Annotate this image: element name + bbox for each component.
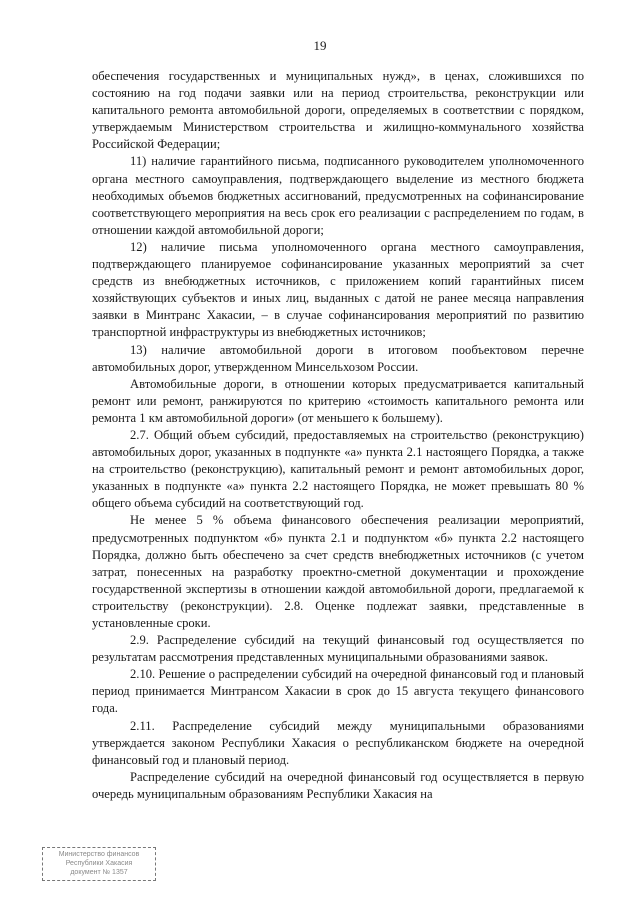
stamp-line: документ № 1357 [70, 869, 128, 876]
paragraph-item-11: 11) наличие гарантийного письма, подписанного руководителем уполномоченного органа местного самоуправления, подтверждающего выделение из местного бюджета необходимых объемов бюджетных ассигнований, предусмотренных на софинансирование соответствующего мероприятия на весь срок его реализации с распределением по годам, в отношении каждой автомобильной дороги; [92, 154, 584, 237]
document-body [92, 68, 584, 803]
paragraph-item-13: 13) наличие автомобильной дороги в итоговом пообъектовом перечне автомобильных дорог, утвержденном Минсельхозом России. [92, 342, 584, 374]
registration-stamp [42, 847, 156, 881]
paragraph-2-9: 2.9. Распределение субсидий на текущий финансовый год осуществляется по результатам рассмотрения представленных муниципальными образованиями заявок. [92, 633, 584, 665]
paragraph-item-12: 12) наличие письма уполномоченного органа местного самоуправления, подтверждающего планируемое софинансирование указанных мероприятий за счет средств из внебюджетных источников, с приложением копий гарантийных писем хозяйствующих субъектов и иных лиц, выданных с датой не ранее месяца направления заявки в Минтранс Хакасии, – в случае софинансирования мероприятий по развитию транспортной инфраструктуры из внебюджетных источников; [92, 239, 584, 340]
page-number: 19 [313, 38, 327, 53]
paragraph-2-10: 2.10. Решение о распределении субсидий на очередной финансовый год и плановый период принимается Минтрансом Хакасии в срок до 15 августа текущего финансового года. [92, 667, 584, 716]
paragraph-2-7: 2.7. Общий объем субсидий, предоставляемых на строительство (реконструкцию) автомобильных дорог, указанных в подпункте «а» пункта 2.1 настоящего Порядка, а также на строительство (реконструкцию), капитальный ремонт и ремонт автомобильных дорог, указанных в подпункте «а» пункта 2.2 настоящего Порядка, не может превышать 80 % общего объема субсидий на соответствующий год. [92, 427, 584, 511]
paragraph-distribution: Распределение субсидий на очередной финансовый год осуществляется в первую очередь муниципальным образованиям Республики Хакасия на [92, 769, 584, 801]
stamp-line: Министерство финансов [58, 851, 140, 858]
paragraph-ranking: Автомобильные дороги, в отношении которых предусматривается капитальный ремонт или ремонт, ранжируются по критерию «стоимость капитального ремонта или ремонта 1 км автомобильной дороги» (от меньшего к большему). [92, 376, 584, 425]
paragraph-extrabudgetary: Не менее 5 % объема финансового обеспечения реализации мероприятий, предусмотренных подпунктом «б» пункта 2.1 и подпунктом «б» пункта 2.2 настоящего Порядка, должно быть обеспечено за счет средств внебюджетных источников (с учетом затрат, понесенных на разработку проектно-сметной документации и прохождение государственной экспертизы в отношении каждой автомобильной дороги, предлагаемой к строительству (реконструкции). 2.8. Оценке подлежат заявки, представленные в установленные сроки. [92, 513, 584, 630]
paragraph-continuation: обеспечения государственных и муниципальных нужд», в ценах, сложившихся по состоянию на год подачи заявки или на период строительства, реконструкции или капитального ремонта автомобильной дороги, определяемых в соответствии с порядком, утверждаемым Министерством строительства и жилищно-коммунального хозяйства Российской Федерации; [92, 69, 584, 152]
paragraph-2-11: 2.11. Распределение субсидий между муниципальными образованиями утверждается законом Республики Хакасия о республиканском бюджете на очередной финансовый год и плановый период. [92, 718, 584, 767]
stamp-line: Республики Хакасия [65, 860, 133, 867]
